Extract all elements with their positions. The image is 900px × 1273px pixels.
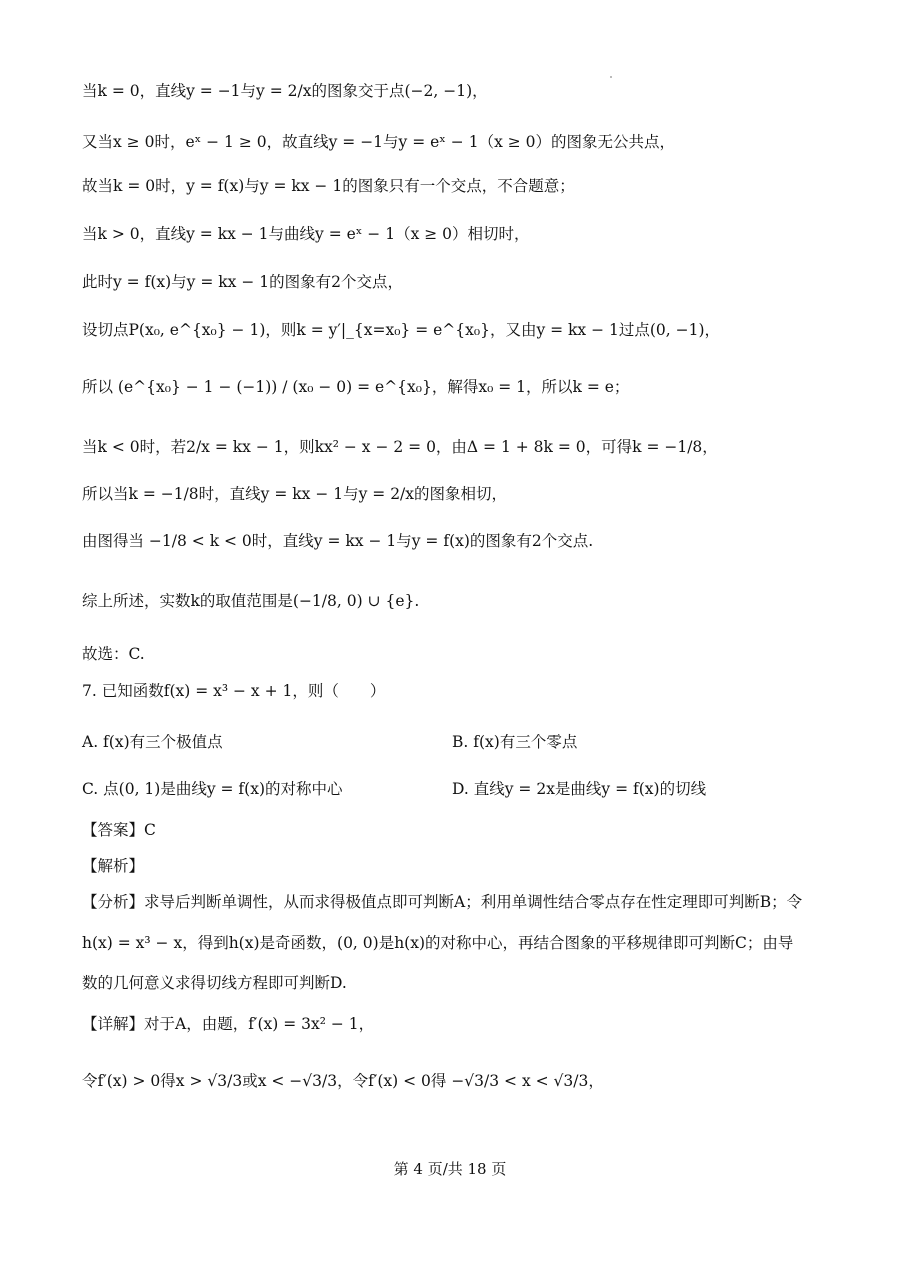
option-d: D. 直线y = 2x是曲线y = f(x)的切线 bbox=[452, 780, 707, 798]
question-7-stem: 7. 已知函数f(x) = x³ − x + 1，则（ ） bbox=[82, 682, 386, 700]
analysis-line-1: 【分析】求导后判断单调性，从而求得极值点即可判断A；利用单调性结合零点存在性定理即可判断B；令 bbox=[82, 893, 803, 911]
answer-label: 【答案】C bbox=[82, 821, 156, 839]
detail-line-1: 【详解】对于A，由题，f′(x) = 3x² − 1， bbox=[82, 1015, 375, 1033]
scan-speck bbox=[610, 76, 612, 78]
solution-line-1: 当k = 0，直线y = −1与y = 2/x的图象交于点(−2, −1)， bbox=[82, 82, 488, 100]
solution-line-5: 此时y = f(x)与y = kx − 1的图象有2个交点， bbox=[82, 273, 403, 291]
detail-line-2: 令f′(x) > 0得x > √3/3或x < −√3/3，令f′(x) < 0得 −√3/3 < x < √3/3， bbox=[82, 1072, 604, 1090]
option-a: A. f(x)有三个极值点 bbox=[82, 733, 223, 751]
solution-line-9: 所以当k = −1/8时，直线y = kx − 1与y = 2/x的图象相切， bbox=[82, 485, 508, 503]
solution-line-2: 又当x ≥ 0时，eˣ − 1 ≥ 0，故直线y = −1与y = eˣ − 1（x ≥ 0）的图象无公共点， bbox=[82, 133, 676, 151]
solution-line-10: 由图得当 −1/8 < k < 0时，直线y = kx − 1与y = f(x)的图象有2个交点. bbox=[82, 532, 594, 550]
solution-line-7: 所以 (e^{x₀} − 1 − (−1)) / (x₀ − 0) = e^{x₀}，解得x₀ = 1，所以k = e； bbox=[82, 378, 630, 396]
option-c: C. 点(0, 1)是曲线y = f(x)的对称中心 bbox=[82, 780, 343, 798]
solution-line-4: 当k > 0，直线y = kx − 1与曲线y = eˣ − 1（x ≥ 0）相切时， bbox=[82, 225, 530, 243]
answer-choice: 故选：C. bbox=[82, 645, 145, 663]
solution-line-8: 当k < 0时，若2/x = kx − 1，则kx² − x − 2 = 0，由Δ = 1 + 8k = 0，可得k = −1/8， bbox=[82, 438, 718, 456]
analysis-line-2: h(x) = x³ − x，得到h(x)是奇函数，(0, 0)是h(x)的对称中心，再结合图象的平移规律即可判断C；由导 bbox=[82, 934, 794, 952]
analysis-line-3: 数的几何意义求得切线方程即可判断D. bbox=[82, 974, 347, 992]
solution-summary: 综上所述，实数k的取值范围是(−1/8, 0) ∪ {e}. bbox=[82, 592, 420, 610]
solution-line-3: 故当k = 0时，y = f(x)与y = kx − 1的图象只有一个交点，不合题意； bbox=[82, 177, 575, 195]
analysis-label: 【解析】 bbox=[82, 857, 145, 875]
option-b: B. f(x)有三个零点 bbox=[452, 733, 578, 751]
solution-line-6: 设切点P(x₀, e^{x₀} − 1)，则k = y′|_{x=x₀} = e^{x₀}，又由y = kx − 1过点(0, −1)， bbox=[82, 321, 721, 339]
page-footer: 第 4 页/共 18 页 bbox=[393, 1160, 507, 1178]
